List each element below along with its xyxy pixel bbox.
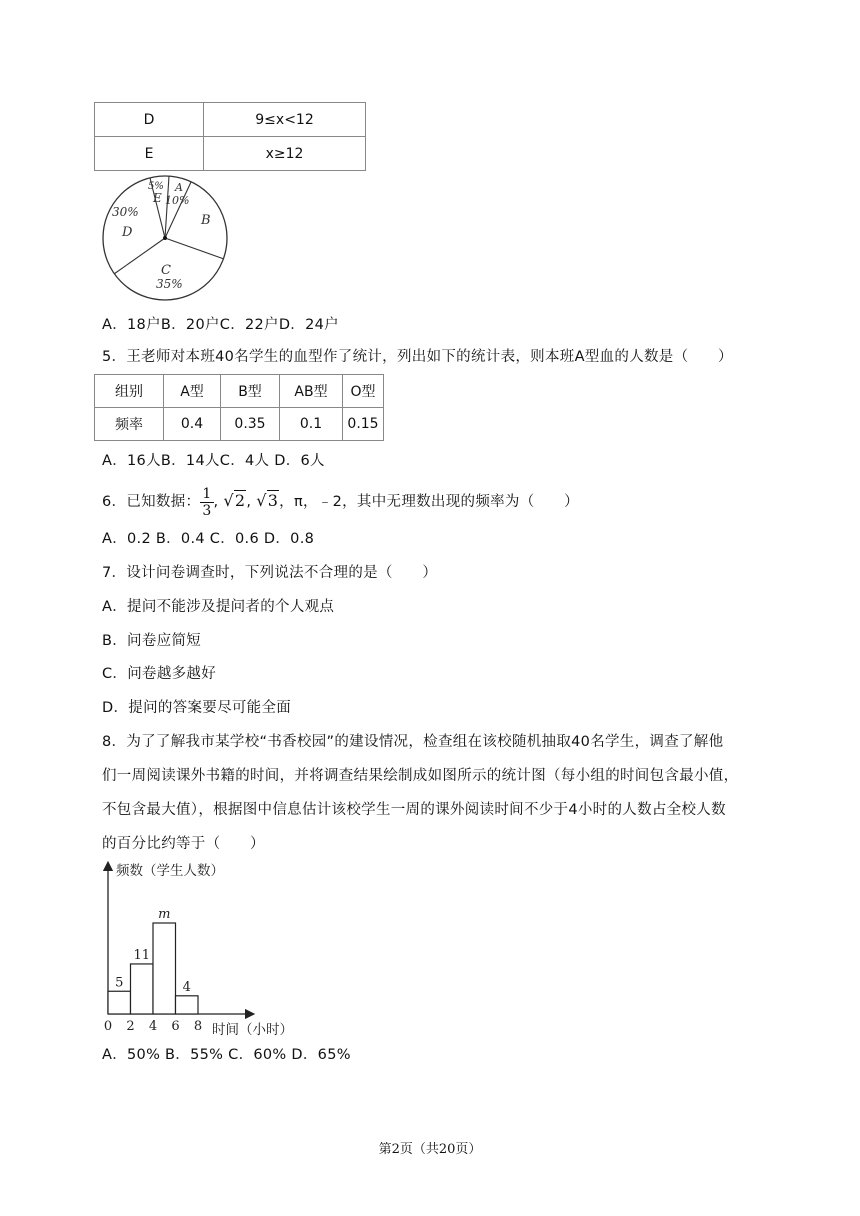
q6-prefix: 6．已知数据： [102, 494, 201, 510]
value-cell: 0.35 [221, 408, 280, 441]
blood-type-table [94, 374, 384, 441]
pie-label-c: C [161, 263, 171, 278]
range-cell: x≥12 [204, 137, 366, 171]
q6-options: A．0.2 B．0.4 C．0.6 D．0.8 [102, 531, 315, 547]
q8-options: A．50% B．55% C．60% D．65% [102, 1047, 351, 1063]
pie-label-c-percent: 35% [156, 277, 183, 291]
q7-option-b: B．问卷应简短 [102, 633, 202, 649]
pie-label-a: A [175, 181, 183, 194]
x-tick-label: 2 [126, 1019, 135, 1034]
table-row [95, 408, 384, 441]
header-cell: O型 [343, 375, 384, 408]
x-tick-label: 0 [103, 1019, 113, 1034]
value-cell: 0.15 [343, 408, 384, 441]
table-row [95, 375, 384, 408]
sqrt-two: √2 [223, 491, 246, 510]
q8-line-2: 们一周阅读课外书籍的时间，并将调查结果绘制成如图所示的统计图（每小组的时间包含最小值， [102, 768, 739, 784]
histogram-chart [96, 858, 316, 1044]
header-cell: AB型 [280, 375, 343, 408]
group-cell: D [95, 103, 204, 137]
q4-options: A．18户B．20户C．22户D．24户 [102, 317, 339, 333]
q5-stem: 5．王老师对本班40名学生的血型作了统计，列出如下的统计表，则本班A型血的人数是（ ） [102, 349, 733, 365]
bar-value-label: 11 [133, 947, 151, 963]
x-tick-label: 4 [148, 1019, 158, 1034]
row-label-cell: 频率 [95, 408, 164, 441]
q6-suffix: ，π，﹣2，其中无理数出现的频率为（ ） [279, 494, 579, 510]
pie-label-e-percent: 5% [148, 181, 164, 192]
value-cell: 0.4 [164, 408, 221, 441]
x-tick-label: 8 [193, 1019, 203, 1034]
q6-stem: 6．已知数据： $\frac{1}{3}$ , √2, √3，π，﹣2，其中无理数出现的频率为（ ） [102, 485, 579, 519]
range-cell: 9≤x<12 [204, 103, 366, 137]
pie-label-d: D [122, 225, 133, 240]
pie-label-d-percent: 30% [112, 205, 139, 219]
histogram-bar [176, 996, 199, 1014]
range-table [94, 102, 366, 171]
q7-stem: 7．设计问卷调查时，下列说法不合理的是（ ） [102, 565, 438, 581]
histogram-bar [153, 923, 176, 1014]
page-footer: 第2页（共20页） [378, 1142, 482, 1157]
header-cell: B型 [221, 375, 280, 408]
pie-label-b: B [201, 213, 211, 228]
y-axis-label: 频数（学生人数） [116, 863, 224, 879]
fraction: $\frac{1}{3}$ [202, 485, 212, 519]
x-axis-label: 时间（小时） [212, 1022, 293, 1038]
pie-label-e: E [153, 191, 162, 205]
q7-option-d: D．提问的答案要尽可能全面 [102, 700, 292, 716]
q7-option-a: A．提问不能涉及提问者的个人观点 [102, 599, 335, 615]
q5-options: A．16人B．14人C．4人 D．6人 [102, 453, 325, 469]
group-cell: E [95, 137, 204, 171]
bar-value-label: 4 [182, 979, 191, 995]
value-cell: 0.1 [280, 408, 343, 441]
sqrt-three: √3 [256, 491, 279, 510]
pie-label-a-percent: 10% [165, 194, 190, 207]
q8-line-3: 不包含最大值），根据图中信息估计该校学生一周的课外阅读时间不少于4小时的人数占全校人数 [102, 802, 726, 818]
header-cell: A型 [164, 375, 221, 408]
histogram-bar [131, 964, 154, 1014]
table-row [95, 103, 366, 137]
q7-option-c: C．问卷越多越好 [102, 666, 217, 682]
table-row [95, 137, 366, 171]
histogram-bar [108, 991, 131, 1014]
q8-line-1: 8．为了了解我市某学校“书香校园”的建设情况，检查组在该校随机抽取40名学生，调查了解他 [102, 734, 724, 750]
bar-value-label: 5 [115, 975, 124, 991]
bar-value-label: m [158, 907, 171, 922]
x-tick-label: 6 [171, 1019, 180, 1034]
pie-chart [98, 174, 232, 302]
q8-line-4: 的百分比约等于（ ） [102, 836, 265, 852]
header-cell: 组别 [95, 375, 164, 408]
